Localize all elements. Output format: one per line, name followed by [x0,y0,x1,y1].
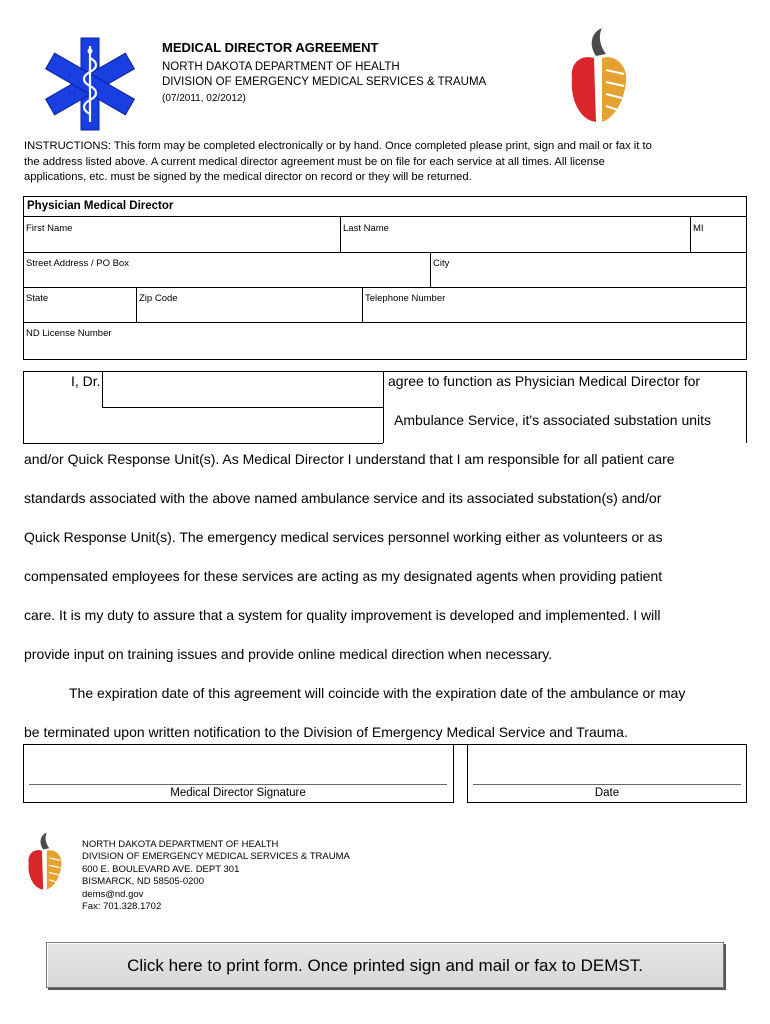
instructions-line: INSTRUCTIONS: This form may be completed electronically or by hand. Once completed please print, sign and mail or fax it to [24,140,652,152]
zip-label: Zip Code [139,293,178,304]
star-of-life-icon [42,36,138,132]
dept-name: NORTH DAKOTA DEPARTMENT OF HEALTH [162,61,400,73]
date-field[interactable] [473,749,741,783]
agreement-section [23,371,747,803]
i-dr-label: I, Dr. [71,373,101,389]
footer-email[interactable]: dems@nd.gov [82,889,144,900]
zip-field[interactable] [139,305,361,322]
signature-field[interactable] [29,749,449,783]
mi-label: MI [693,223,704,234]
footer-fax: Fax: 701.328.1702 [82,901,162,912]
revision-date: (07/2011, 02/2012) [162,93,246,104]
instructions-line: the address listed above. A current medical director agreement must be on file for each service at all times. All license [24,155,605,168]
section-title: Physician Medical Director [27,200,174,212]
service-name-field[interactable] [25,409,381,441]
first-name-label: First Name [26,223,73,234]
phone-field[interactable] [365,305,743,322]
footer-line: NORTH DAKOTA DEPARTMENT OF HEALTH [82,839,279,850]
agreement-line: compensated employees for these services are acting as my designated agents when providing patient [24,568,663,584]
date-label: Date [594,787,620,799]
agreement-line: care. It is my duty to assure that a system for quality improvement is developed and implemented. I will [24,607,661,623]
form-title: MEDICAL DIRECTOR AGREEMENT [162,40,379,55]
street-field[interactable] [26,270,428,287]
agreement-line: standards associated with the above named ambulance service and its associated substation(s) and/or [24,490,662,506]
street-label: Street Address / PO Box [26,258,129,269]
agreement-line: agree to function as Physician Medical Director for [388,373,701,389]
last-name-field[interactable] [343,235,689,252]
agreement-line: provide input on training issues and provide online medical direction when necessary. [24,646,553,662]
first-name-field[interactable] [26,235,338,252]
division-name: DIVISION OF EMERGENCY MEDICAL SERVICES & TRAUMA [162,76,487,88]
signature-label: Medical Director Signature [170,787,306,799]
state-label: State [26,293,49,304]
last-name-label: Last Name [343,223,389,234]
instructions-line: applications, etc. must be signed by the medical director on record or they will be returned. [24,171,472,183]
footer-line: 600 E. BOULEVARD AVE. DEPT 301 [82,864,240,875]
state-field[interactable] [26,305,134,322]
city-label: City [433,258,450,269]
nd-health-apple-icon [566,26,632,124]
nd-health-apple-small-icon [25,830,65,892]
print-form-button[interactable]: Click here to print form. Once printed sign and mail or fax to DEMST. [46,942,724,988]
agreement-line: be terminated upon written notification to the Division of Emergency Medical Service and Trauma. [24,724,628,740]
license-label: ND License Number [26,328,112,339]
footer-line: DIVISION OF EMERGENCY MEDICAL SERVICES & TRAUMA [82,851,350,862]
doctor-name-field[interactable] [105,373,381,405]
license-field[interactable] [26,340,742,357]
phone-label: Telephone Number [365,293,446,304]
physician-section [23,196,747,360]
city-field[interactable] [433,270,743,287]
instructions [24,139,746,186]
footer-line: BISMARCK, ND 58505-0200 [82,876,204,887]
agreement-line: and/or Quick Response Unit(s). As Medical Director I understand that I am responsible for all patient care [24,451,675,467]
agreement-line: Ambulance Service, it's associated substation units [394,412,712,428]
mi-field[interactable] [693,235,743,252]
agreement-line: The expiration date of this agreement will coincide with the expiration date of the ambulance or may [69,685,686,701]
agreement-line: Quick Response Unit(s). The emergency medical services personnel working either as volunteers or as [24,529,663,545]
